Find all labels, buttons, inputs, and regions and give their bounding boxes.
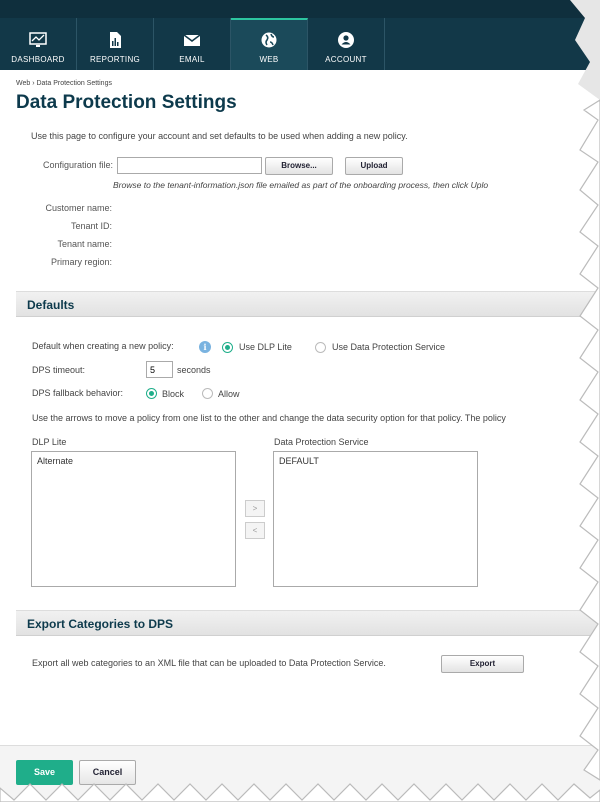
export-section-header <box>16 610 600 636</box>
nav-email-label: EMAIL <box>179 55 205 64</box>
export-button[interactable]: Export <box>441 655 524 673</box>
move-left-button[interactable]: < <box>245 522 265 539</box>
save-button[interactable]: Save <box>16 760 73 785</box>
dlp-lite-list[interactable] <box>31 451 236 587</box>
config-file-label: Configuration file: <box>42 160 113 170</box>
move-right-button[interactable]: > <box>245 500 265 517</box>
nav-dashboard[interactable] <box>0 18 77 70</box>
nav-web[interactable] <box>231 18 308 70</box>
primary-region-label: Primary region: <box>50 257 112 267</box>
arrows-instructions: Use the arrows to move a policy from one list to the other and change the data security option for that policy. The policy <box>32 413 506 423</box>
info-icon[interactable]: i <box>199 341 211 353</box>
dps-timeout-label: DPS timeout: <box>32 365 86 375</box>
defaults-heading: Defaults <box>27 298 75 312</box>
nav-web-label: WEB <box>259 55 279 64</box>
dps-fallback-label: DPS fallback behavior: <box>32 388 124 398</box>
radio-use-dlp-lite[interactable] <box>222 342 233 353</box>
default-policy-label: Default when creating a new policy: <box>32 341 174 351</box>
cancel-button[interactable]: Cancel <box>79 760 136 785</box>
breadcrumb: Web › Data Protection Settings <box>16 80 112 87</box>
tenant-name-label: Tenant name: <box>57 239 112 249</box>
radio-use-dps[interactable] <box>315 342 326 353</box>
use-dlp-lite-label: Use DLP Lite <box>239 342 292 352</box>
nav-email[interactable] <box>154 18 231 70</box>
list-item[interactable]: Alternate <box>37 456 74 466</box>
export-description: Export all web categories to an XML file that can be uploaded to Data Protection Service. <box>32 658 386 668</box>
nav-dashboard-label: DASHBOARD <box>11 55 65 64</box>
account-icon <box>337 31 355 49</box>
page-title: Data Protection Settings <box>16 92 237 113</box>
fallback-allow-label: Allow <box>218 389 240 399</box>
list-item[interactable]: DEFAULT <box>279 456 319 466</box>
browse-button[interactable]: Browse... <box>265 157 333 175</box>
nav-account-label: ACCOUNT <box>325 55 367 64</box>
reporting-icon <box>106 31 124 49</box>
email-icon <box>183 31 201 49</box>
config-file-input[interactable] <box>117 157 262 174</box>
top-strip <box>0 0 600 18</box>
export-heading: Export Categories to DPS <box>27 617 174 631</box>
use-dps-label: Use Data Protection Service <box>332 342 446 352</box>
top-navigation-bar <box>0 0 600 70</box>
config-hint: Browse to the tenant-information.json file emailed as part of the onboarding process, then click Uplo <box>113 180 489 190</box>
dashboard-icon <box>29 31 47 49</box>
radio-fallback-block[interactable] <box>146 388 157 399</box>
nav-reporting[interactable] <box>77 18 154 70</box>
globe-icon <box>260 31 278 49</box>
nav-reporting-label: REPORTING <box>89 55 141 64</box>
radio-fallback-allow[interactable] <box>202 388 213 399</box>
dps-timeout-input[interactable] <box>146 361 173 378</box>
nav-account[interactable] <box>308 18 385 70</box>
customer-name-label: Customer name: <box>45 203 112 213</box>
tenant-id-label: Tenant ID: <box>70 221 112 231</box>
main-nav <box>0 18 385 70</box>
timeout-unit: seconds <box>177 365 211 375</box>
upload-button[interactable]: Upload <box>345 157 403 175</box>
intro-text: Use this page to configure your account and set defaults to be used when adding a new policy. <box>31 131 408 141</box>
fallback-block-label: Block <box>162 389 185 399</box>
dps-list[interactable] <box>273 451 478 587</box>
dps-list-label: Data Protection Service <box>274 437 369 447</box>
defaults-section-header <box>16 291 600 317</box>
dlp-lite-list-label: DLP Lite <box>32 437 67 447</box>
